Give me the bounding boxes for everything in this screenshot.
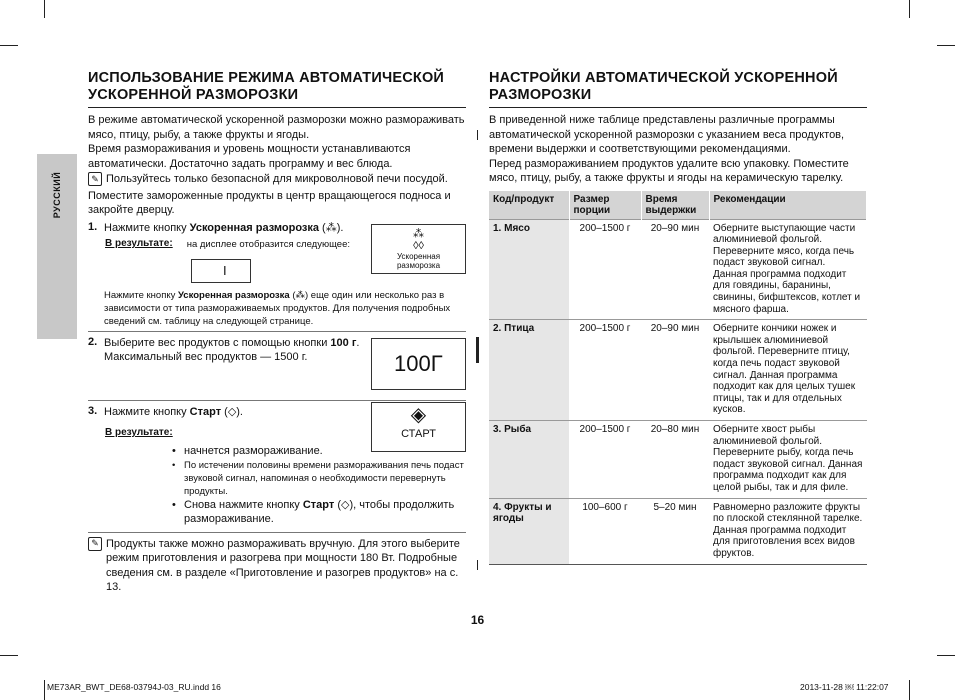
display-value: I bbox=[223, 262, 227, 278]
crop-mark bbox=[44, 680, 45, 700]
step-number: 2. bbox=[88, 335, 98, 348]
footer-filename: ME73AR_BWT_DE68-03794J-03_RU.indd 16 bbox=[47, 682, 221, 692]
result-label: В результате: bbox=[105, 427, 173, 438]
crop-mark bbox=[0, 655, 18, 656]
step-3 bbox=[88, 405, 466, 527]
step-1-text: Нажмите кнопку Ускоренная разморозка (⁂). bbox=[104, 221, 344, 234]
step-number: 3. bbox=[88, 404, 98, 417]
center-mark bbox=[476, 337, 479, 363]
note-pencil-icon: ✎ bbox=[88, 172, 102, 186]
snowflake-drop-icon: ⁂ ◊◊ bbox=[413, 227, 424, 252]
crop-mark bbox=[44, 0, 45, 18]
column-header: Время выдержки bbox=[641, 191, 709, 220]
cell-time: 20–90 мин bbox=[641, 219, 709, 320]
result-list bbox=[172, 444, 466, 527]
center-mark bbox=[477, 560, 478, 570]
note bbox=[88, 172, 466, 187]
left-title: ИСПОЛЬЗОВАНИЕ РЕЖИМА АВТОМАТИЧЕСКОЙ УСКОРЕННОЙ РАЗМОРОЗКИ bbox=[88, 70, 466, 108]
crop-mark bbox=[937, 655, 955, 656]
column-header: Размер порции bbox=[569, 191, 641, 220]
defrost-display-box bbox=[371, 224, 466, 274]
right-title: НАСТРОЙКИ АВТОМАТИЧЕСКОЙ УСКОРЕННОЙ РАЗМОРОЗКИ bbox=[489, 70, 867, 108]
display-panel-2 bbox=[371, 338, 466, 390]
crop-mark bbox=[0, 45, 18, 46]
defrost-table bbox=[489, 191, 867, 565]
cell-size: 200–1500 г bbox=[569, 219, 641, 320]
note bbox=[88, 537, 466, 595]
note-text: Пользуйтесь только безопасной для микроволновой печи посудой. bbox=[106, 173, 448, 185]
column-header: Рекомендации bbox=[709, 191, 867, 220]
place-text: Поместите замороженные продукты в центр вращающегося подноса и закройте дверцу. bbox=[88, 189, 451, 216]
result-label: В результате: bbox=[105, 238, 173, 249]
table-row bbox=[489, 498, 867, 564]
cell-time: 20–80 мин bbox=[641, 421, 709, 499]
column-header: Код/продукт bbox=[489, 191, 569, 220]
right-intro-1: В приведенной ниже таблице представлены различные программы автоматической ускоренной разморозки с указанием веса продуктов, времени выдержки и соответствующими рекомендациями. bbox=[489, 114, 845, 155]
left-column bbox=[88, 70, 466, 597]
cell-code: 2. Птица bbox=[489, 320, 569, 421]
step-number: 1. bbox=[88, 220, 98, 233]
cell-code: 3. Рыба bbox=[489, 421, 569, 499]
separator bbox=[88, 331, 466, 332]
step-2-text: Выберите вес продуктов с помощью кнопки 100 г. Максимальный вес продуктов — 1500 г. bbox=[104, 336, 360, 363]
left-intro-1: В режиме автоматической ускоренной разморозки можно размораживать мясо, птицу, рыбу, а также фрукты и ягоды. bbox=[88, 114, 465, 141]
crop-mark bbox=[909, 680, 910, 700]
cell-size: 100–600 г bbox=[569, 498, 641, 564]
table-row bbox=[489, 320, 867, 421]
cell-rec: Оберните выступающие части алюминиевой фольгой. Переверните мясо, когда печь подаст звуковой сигнал. Данная программа подходит для говядины, баранины, свинины, бифштексов, котлет и мясного фарша. bbox=[709, 219, 867, 320]
cell-rec: Равномерно разложите фрукты по плоской стеклянной тарелке. Данная программа подходит для приготовления всех видов фруктов. bbox=[709, 498, 867, 564]
cell-size: 200–1500 г bbox=[569, 320, 641, 421]
weight-display-value: 100Г bbox=[394, 350, 443, 376]
crop-mark bbox=[909, 0, 910, 18]
result-text: на дисплее отобразится следующее: bbox=[186, 239, 351, 250]
center-mark bbox=[477, 130, 478, 140]
table-header-row bbox=[489, 191, 867, 220]
start-icon: ◈ bbox=[410, 403, 427, 426]
crop-mark bbox=[937, 45, 955, 46]
separator bbox=[88, 400, 466, 401]
cell-time: 5–20 мин bbox=[641, 498, 709, 564]
list-item: • Снова нажмите кнопку Старт (◇), чтобы продолжить размораживание. bbox=[172, 498, 466, 527]
display-start-label: СТАРТ bbox=[401, 427, 436, 440]
footer-timestamp: 2013-11-28 ￼ 11:22:07 bbox=[800, 682, 889, 692]
step-1 bbox=[88, 221, 466, 327]
step-1-more: Нажмите кнопку Ускоренная разморозка (⁂) еще один или несколько раз в зависимости от типа размораживаемых продуктов. Для получения подробных сведений см. таблицу на следующей странице. bbox=[104, 289, 451, 327]
display-icon-label: Ускоренная разморозка bbox=[396, 251, 441, 270]
table-row bbox=[489, 421, 867, 499]
table-row bbox=[489, 219, 867, 320]
step-3-text: Нажмите кнопку Старт (◇). bbox=[104, 405, 243, 418]
language-tab-label: РУССКИЙ bbox=[52, 171, 62, 219]
display-panel-1 bbox=[191, 259, 251, 283]
note-text: Продукты также можно размораживать вручную. Для этого выберите режим приготовления и разогрева при мощности 180 Вт. Подробные сведения см. в разделе «Приготовление и разогрев продуктов» на с. 13. bbox=[106, 537, 460, 593]
right-column bbox=[489, 70, 867, 565]
separator bbox=[88, 532, 466, 533]
list-item: • начнется размораживание. bbox=[172, 444, 466, 459]
page-number: 16 bbox=[470, 613, 485, 627]
cell-size: 200–1500 г bbox=[569, 421, 641, 499]
note-pencil-icon: ✎ bbox=[88, 537, 102, 551]
cell-rec: Оберните хвост рыбы алюминиевой фольгой. Переверните рыбу, когда печь подаст звуковой сигнал. Данная программа подходит как для целой рыбы, так и для филе. bbox=[709, 421, 867, 499]
right-intro-2: Перед размораживанием продуктов удалите всю упаковку. Поместите мясо, птицу, рыбу, а также фрукты и ягоды на керамическую тарелку. bbox=[489, 157, 849, 184]
left-intro-2: Время размораживания и уровень мощности устанавливаются автоматически. Достаточно задать программу и вес блюда. bbox=[88, 143, 411, 170]
cell-code: 4. Фрукты и ягоды bbox=[489, 498, 569, 564]
cell-code: 1. Мясо bbox=[489, 219, 569, 320]
step-2 bbox=[88, 336, 466, 400]
list-item: • По истечении половины времени размораживания печь подаст звуковой сигнал, напоминая о необходимости перевернуть продукты. bbox=[172, 459, 466, 498]
cell-time: 20–90 мин bbox=[641, 320, 709, 421]
cell-rec: Оберните кончики ножек и крылышек алюминиевой фольгой. Переверните птицу, когда печь подаст звуковой сигнал. Данная программа подходит как для целых тушек птицы, так и для отдельных кусков. bbox=[709, 320, 867, 421]
